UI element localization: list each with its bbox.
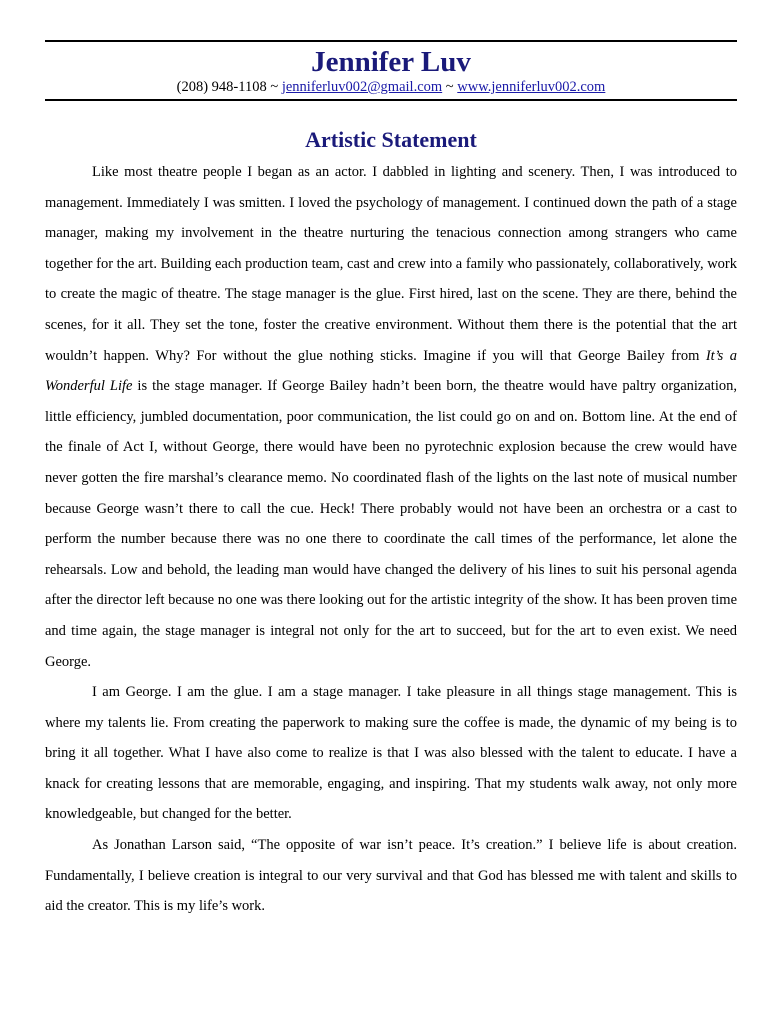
paragraph-1-text-a: Like most theatre people I began as an actor. I dabbled in lighting and scenery. Then, I was introduced to management. Immediately I was smitten. I loved the psychology of management. I continued down the path of a stage manager, making my involvement in the theatre nurturing the tenacious connection among strangers who came together for the art. Building each production team, cast and crew into a family who passionately, collaboratively, work to create the magic of theatre. The stage manager is the glue. First hired, last on the scene. They are there, behind the scenes, for it all. They set the tone, foster the creative environment. Without them there is the potential that the art wouldn’t happen. Why? For without the glue nothing sticks. Imagine if you will that George Bailey from [45, 164, 737, 364]
statement-body [45, 157, 737, 922]
contact-line [45, 78, 737, 96]
document-title: Artistic Statement [305, 127, 477, 152]
contact-separator: ~ [442, 79, 458, 95]
document-page [45, 40, 737, 922]
phone-number: (208) 948-1108 [176, 79, 267, 95]
paragraph-3: As Jonathan Larson said, “The opposite of war isn’t peace. It’s creation.” I believe life is about creation. Fundamentally, I believe creation is integral to our very survival and that God has blessed me with talent and skills to aid the creator. This is my life’s work. [45, 837, 737, 915]
email-link[interactable]: jenniferluv002@gmail.com [281, 79, 443, 95]
paragraph-2: I am George. I am the glue. I am a stage manager. I take pleasure in all things stage management. This is where my talents lie. From creating the paperwork to making sure the coffee is made, the dynamic of my being is to bring it all together. What I have also come to realize is that I was also blessed with the talent to educate. I have a knack for creating lessons that are memorable, engaging, and inspiring. That my students walk away, not only more knowledgeable, but changed for the better. [45, 684, 737, 823]
paragraph-1-text-b: is the stage manager. If George Bailey hadn’t been born, the theatre would have paltry organization, little efficiency, jumbled documentation, poor communication, the list could go on and on. Bottom line. At the end of the finale of Act I, without George, there would have been no pyrotechnic explosion because the crew would have never gotten the fire marshal’s clearance memo. No coordinated flash of the lights on the last note of musical number because George wasn’t there to call the cue. Heck! There probably would not have been an orchestra or a cast to perform the number because there was no one there to coordinate the call times of the performance, let alone the rehearsals. Low and behold, the leading man would have changed the delivery of his lines to suit his personal agenda after the director left because no one was there looking out for the artistic integrity of the show. It has been proven time and time again, the stage manager is integral not only for the art to succeed, but for the art to even exist. We need George. [45, 378, 738, 670]
top-rule [45, 40, 737, 42]
film-title: It’s a Wonderful Life [45, 347, 737, 395]
contact-separator: ~ [266, 79, 282, 95]
author-name: Jennifer Luv [311, 46, 471, 78]
website-link[interactable]: www.jenniferluv002.com [457, 79, 606, 95]
paragraph-1 [45, 157, 737, 677]
bottom-rule [45, 99, 737, 101]
